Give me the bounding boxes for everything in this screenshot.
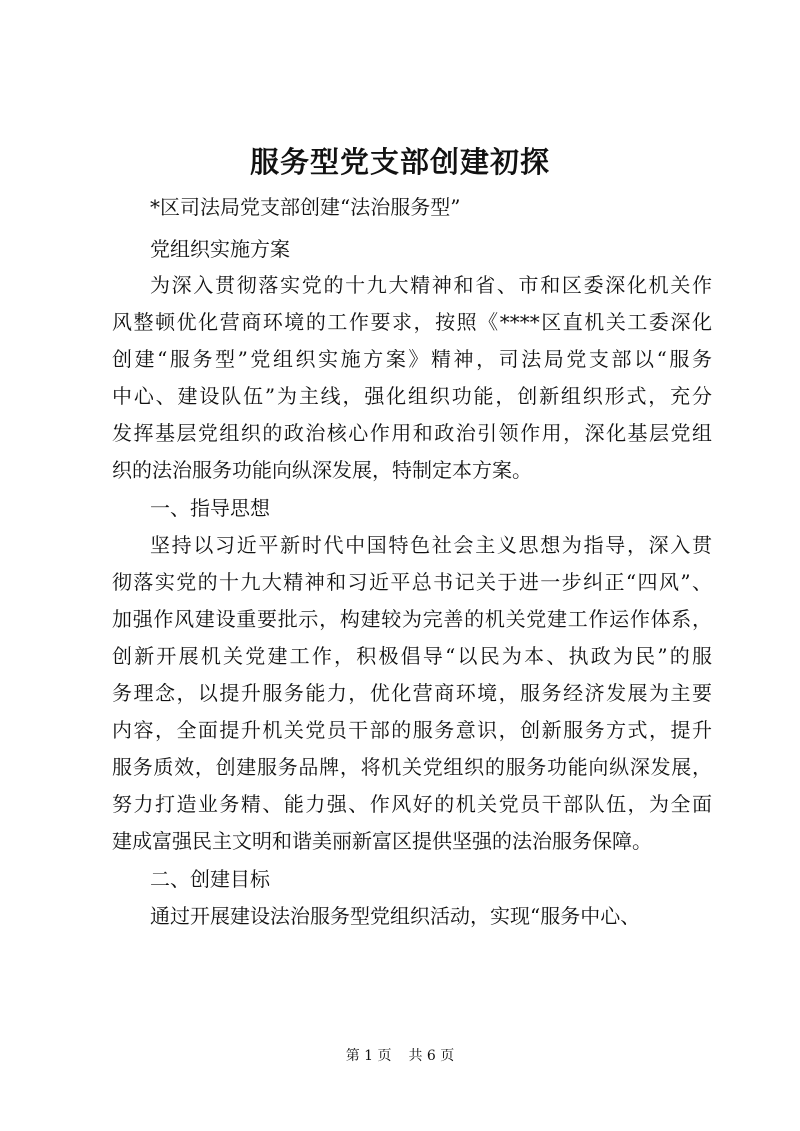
section-heading: 二、创建目标 [150,867,270,891]
subtitle-line-1: *区司法局党支部创建“法治服务型” [150,195,461,219]
paragraph-line: 彻落实党的十九大精神和习近平总书记关于进一步纠正“四风”、 [112,570,712,594]
paragraph-line: 通过开展建设法治服务型党组织活动，实现“服务中心、 [150,904,641,928]
paragraph-line: 坚持以习近平新时代中国特色社会主义思想为指导，深入贯 [150,533,712,557]
paragraph-line: 务理念，以提升服务能力，优化营商环境，服务经济发展为主要 [112,681,712,705]
paragraph-line: 创新开展机关党建工作，积极倡导“以民为本、执政为民”的服 [112,644,712,668]
paragraph-line: 建成富强民主文明和谐美丽新富区提供坚强的法治服务保障。 [112,829,652,853]
page-total: 共 6 页 [408,1048,455,1064]
paragraph-line: 织的法治服务功能向纵深发展，特制定本方案。 [112,458,532,482]
paragraph-line: 为深入贯彻落实党的十九大精神和省、市和区委深化机关作 [150,273,712,297]
document-title: 服务型党支部创建初探 [249,145,550,179]
page-number: 第 1 页 [345,1048,392,1064]
page-footer [0,1046,800,1066]
section-heading: 一、指导思想 [150,496,270,520]
paragraph-line: 加强作风建设重要批示，构建较为完善的机关党建工作运作体系， [112,607,712,631]
paragraph-line: 中心、建设队伍”为主线，强化组织功能，创新组织形式，充分 [112,384,712,408]
paragraph-line: 创建“服务型”党组织实施方案》精神，司法局党支部以“服务 [112,347,712,371]
subtitle-line-2: 党组织实施方案 [150,237,290,261]
paragraph-line: 风整顿优化营商环境的工作要求，按照《****区直机关工委深化 [112,310,712,334]
paragraph-line: 服务质效，创建服务品牌，将机关党组织的服务功能向纵深发展， [112,755,712,779]
paragraph-line: 努力打造业务精、能力强、作风好的机关党员干部队伍，为全面 [112,792,712,816]
paragraph-line: 内容，全面提升机关党员干部的服务意识，创新服务方式，提升 [112,718,712,742]
paragraph-line: 发挥基层党组织的政治核心作用和政治引领作用，深化基层党组 [112,421,712,445]
